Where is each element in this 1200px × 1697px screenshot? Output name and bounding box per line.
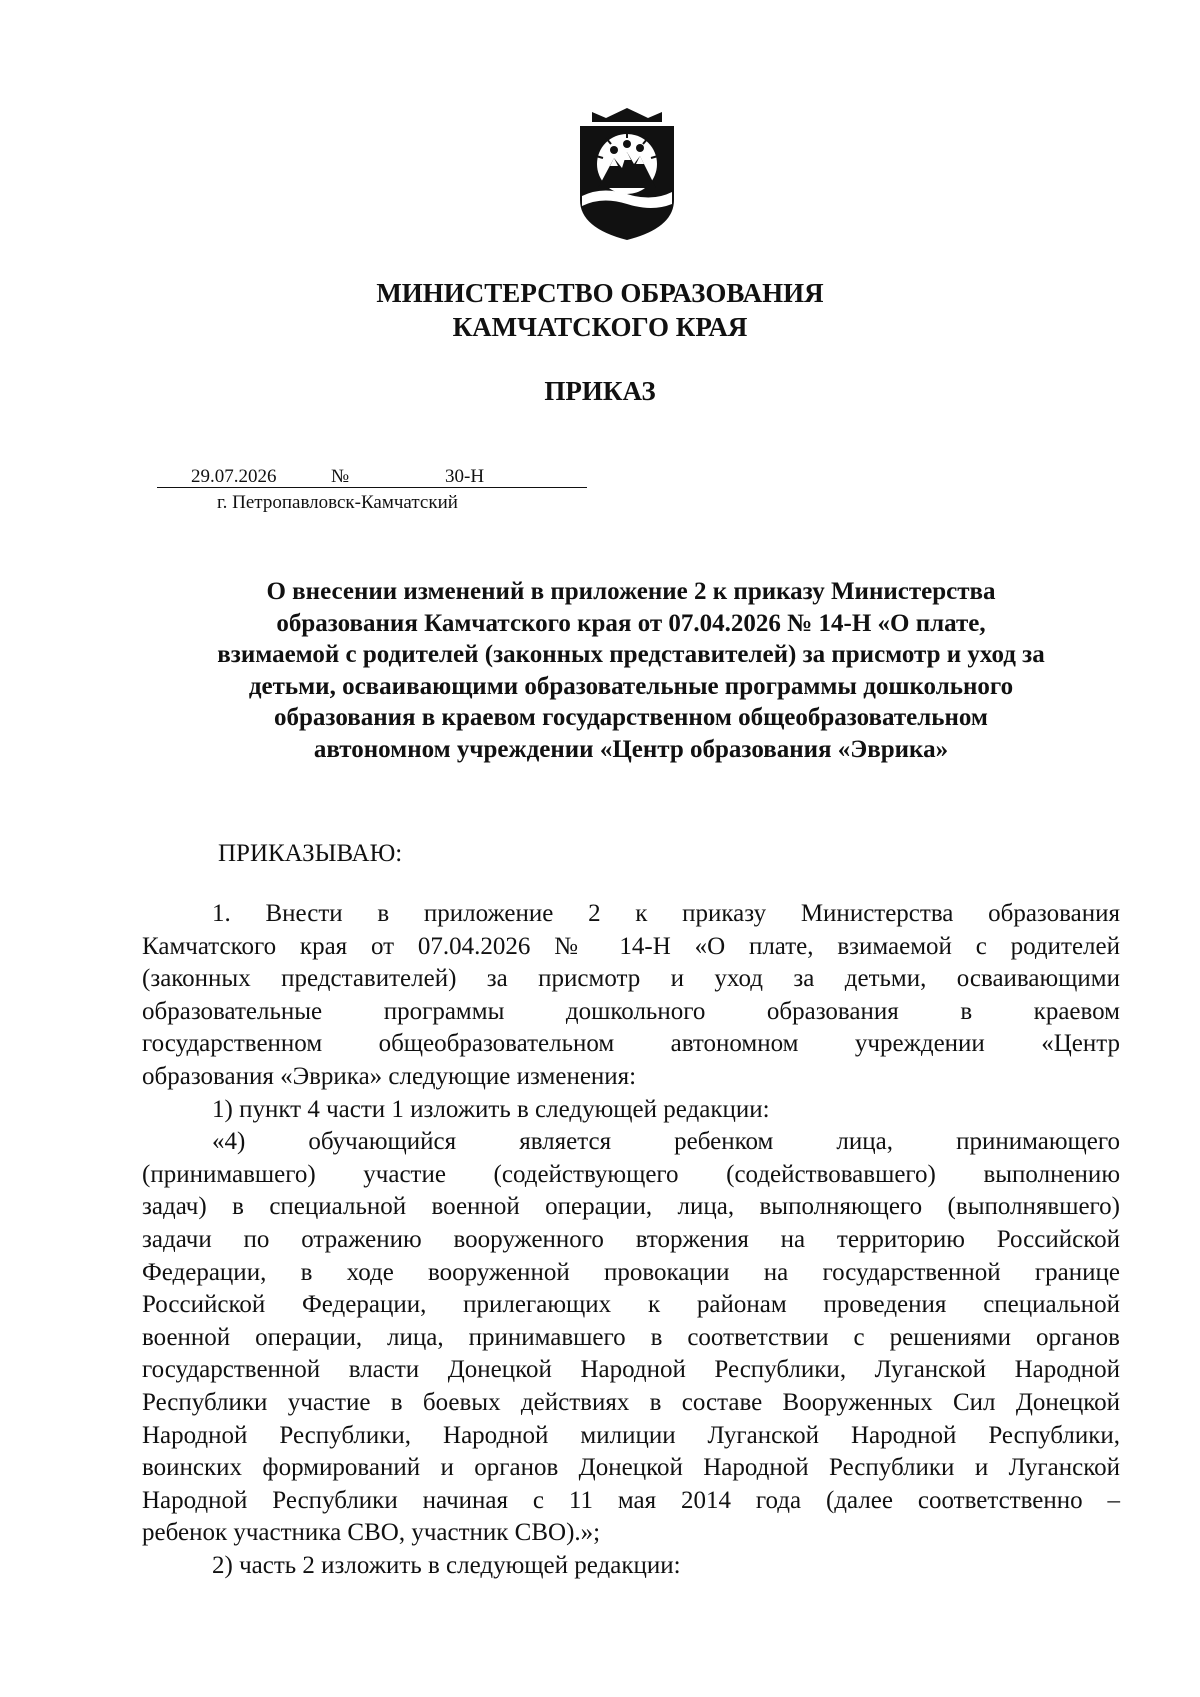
order-number: 30-Н [445, 466, 485, 487]
order-directive: ПРИКАЗЫВАЮ: [218, 840, 403, 867]
subitem-2: 2) часть 2 изложить в следующей редакции: [212, 1551, 681, 1579]
quote-line: «4) обучающийся является ребенком лица, принимающего [212, 1128, 1120, 1156]
quote-line: государственной власти Донецкой Народной Республики, Луганской Народной [142, 1356, 1120, 1384]
ministry-name [0, 276, 1200, 344]
document-type: ПРИКАЗ [544, 376, 656, 406]
order-date: 29.07.2026 [191, 466, 277, 487]
body-line: образования «Эврика» следующие изменения: [142, 1062, 637, 1090]
body-line: государственном общеобразовательном автономном учреждении «Центр [142, 1030, 1120, 1058]
quote-line: воинских формирований и органов Донецкой Народной Республики и Луганской [142, 1454, 1120, 1482]
kamchatka-coat-of-arms-icon [572, 108, 682, 242]
underline-rule [157, 487, 587, 488]
body-line: (законных представителей) за присмотр и уход за детьми, осваивающими [142, 965, 1120, 993]
quote-line: Федерации, в ходе вооруженной провокации на государственной границе [142, 1258, 1120, 1286]
title-line: образования Камчатского края от 07.04.2026 № 14-Н «О плате, [276, 609, 986, 637]
title-line: взимаемой с родителей (законных представителей) за присмотр и уход за [217, 641, 1045, 668]
order-number-sign: № [331, 466, 350, 487]
title-line: автономном учреждении «Центр образования «Эврика» [313, 735, 949, 763]
quote-line: Народной Республики, Народной милиции Луганской Народной Республики, [142, 1421, 1120, 1449]
issue-city: г. Петропавловск-Камчатский [217, 492, 458, 513]
quote-line: ребенок участника СВО, участник СВО).»; [142, 1519, 601, 1547]
document-body [142, 898, 1120, 1582]
document-title [140, 576, 1122, 765]
body-line: образовательные программы дошкольного образования в краевом [142, 997, 1120, 1025]
body-line: Камчатского края от 07.04.2026 № 14-Н «О плате, взимаемой с родителей [142, 932, 1120, 960]
quote-line: военной операции, лица, принимавшего в соответствии с решениями органов [142, 1323, 1120, 1351]
quote-line: (принимавшего) участие (содействующего (содействовавшего) выполнению [142, 1160, 1120, 1188]
title-line: О внесении изменений в приложение 2 к приказу Министерства [266, 578, 996, 605]
quote-line: Российской Федерации, прилегающих к районам проведения специальной [142, 1291, 1120, 1319]
body-line: 1. Внести в приложение 2 к приказу Министерства образования [212, 900, 1120, 927]
ministry-name-line-1: МИНИСТЕРСТВО ОБРАЗОВАНИЯ [376, 278, 824, 308]
quote-line: Республики участие в боевых действиях в составе Вооруженных Сил Донецкой [142, 1388, 1120, 1416]
title-line: детьми, осваивающими образовательные программы дошкольного [248, 672, 1014, 700]
ministry-name-line-2: КАМЧАТСКОГО КРАЯ [452, 312, 748, 342]
quote-line: задач) в специальной военной операции, лица, выполняющего (выполнявшего) [142, 1193, 1120, 1221]
quote-line: Народной Республики начиная с 11 мая 2014 года (далее соответственно – [142, 1486, 1120, 1514]
quote-line: задачи по отражению вооруженного вторжения на территорию Российской [142, 1225, 1120, 1253]
title-line: образования в краевом государственном общеобразовательном [274, 704, 988, 731]
subitem-1: 1) пункт 4 части 1 изложить в следующей редакции: [212, 1095, 770, 1123]
order-date-number-line [157, 464, 587, 490]
